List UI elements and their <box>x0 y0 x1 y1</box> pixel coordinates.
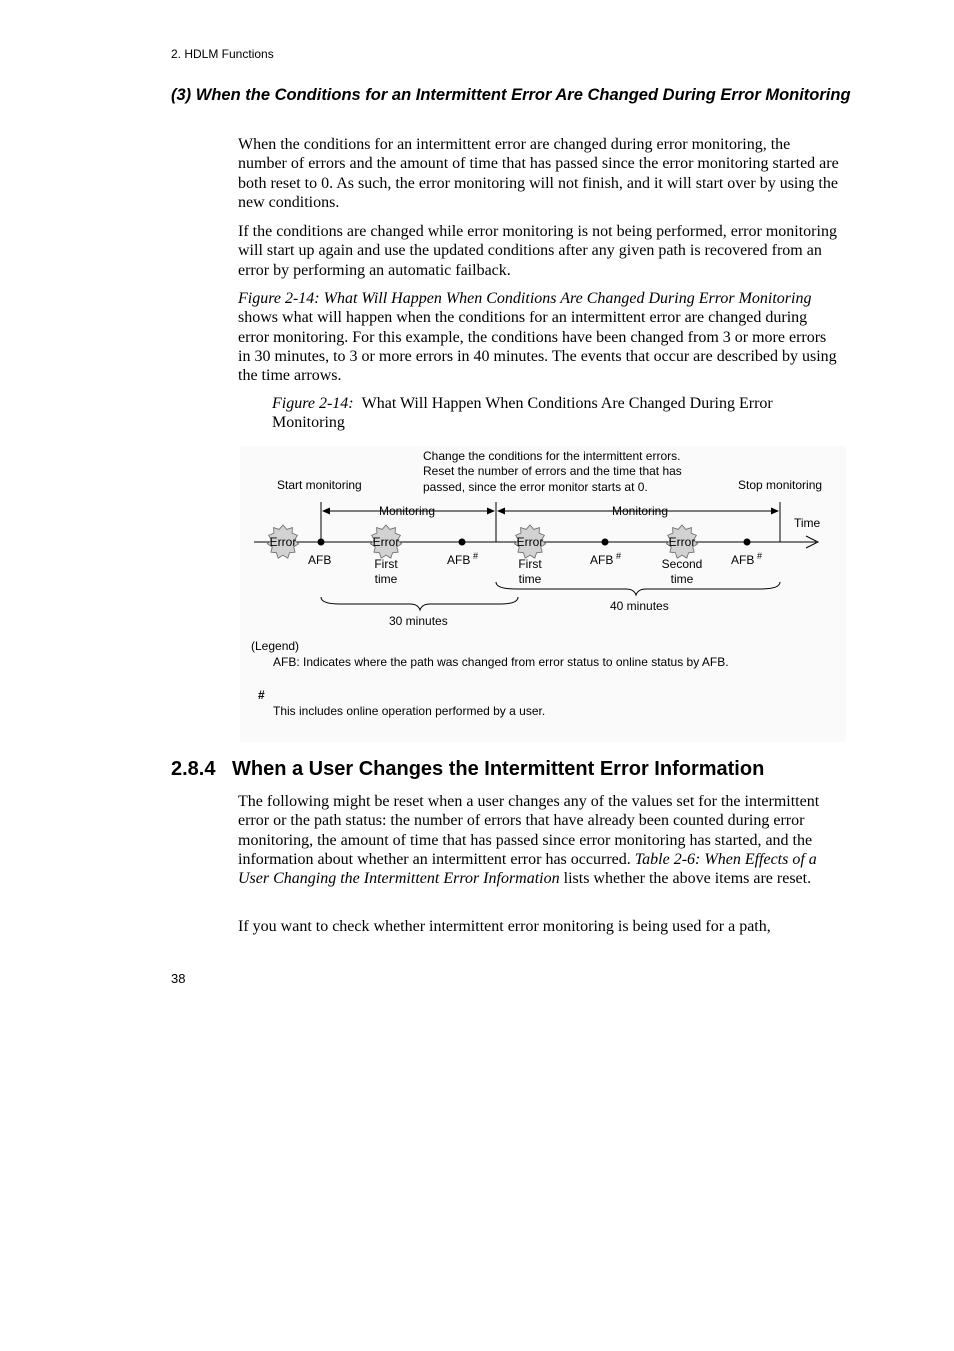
monitoring-label-2: Monitoring <box>612 504 669 518</box>
figure-caption-label: Figure 2-14: <box>272 395 354 412</box>
error-label-3: Error <box>516 535 544 549</box>
error-count-second: Second <box>661 557 703 571</box>
monitoring-arrow-1-left-head <box>322 508 330 515</box>
error-count-time-2: time <box>518 572 542 586</box>
afb-label-1: AFB <box>308 553 332 567</box>
legend-title: (Legend) <box>251 639 300 653</box>
afb-hash-3: # <box>616 551 622 561</box>
page-number: 38 <box>171 971 186 986</box>
paragraph-not-monitoring: If the conditions are changed while error monitoring is not being performed, error monitoring will start up again and use the updated conditions after any given path is recovered from an error by performing an automatic failback. <box>238 223 837 279</box>
section-number: 2.8.4 <box>171 758 216 780</box>
afb-point-4 <box>744 539 751 546</box>
afb-point-1 <box>318 539 325 546</box>
paragraph-figure-intro <box>238 289 842 385</box>
afb-point-2 <box>459 539 466 546</box>
error-count-time-1: time <box>374 572 398 586</box>
afb-label-3: AFB <box>590 553 614 567</box>
legend-hash: # <box>258 688 265 702</box>
error-label-1: Error <box>269 535 297 549</box>
paragraph-user-changes <box>238 792 842 888</box>
user-changes-text-end: lists whether the above items are reset. <box>559 870 812 888</box>
error-count-first-1: First <box>374 557 398 571</box>
error-label-2: Error <box>372 535 400 549</box>
afb-label-4: AFB <box>731 553 755 567</box>
change-note-line-1: Change the conditions for the intermittent errors. <box>423 449 681 463</box>
afb-point-3 <box>602 539 609 546</box>
figure-caption <box>272 394 842 433</box>
error-burst-2 <box>370 525 401 558</box>
stop-monitoring-label: Stop monitoring <box>738 478 823 492</box>
start-monitoring-label: Start monitoring <box>277 478 362 492</box>
paragraph-check-monitoring: If you want to check whether intermittent error monitoring is being used for a path, <box>238 918 771 935</box>
error-burst-4 <box>666 525 697 558</box>
running-header: 2. HDLM Functions <box>171 47 274 61</box>
error-count-first-2: First <box>518 557 542 571</box>
afb-hash-2: # <box>473 551 479 561</box>
error-label-4: Error <box>668 535 696 549</box>
table-reference: Table 2-6: When Effects of a User Changing the Intermittent Error Information <box>238 850 817 888</box>
legend-afb: AFB: Indicates where the path was changed from error status to online status by AFB. <box>273 655 729 669</box>
subsection-heading: (3) When the Conditions for an Intermittent Error Are Changed During Error Monitoring <box>171 86 851 104</box>
section-heading <box>171 758 851 781</box>
error-burst-1 <box>267 525 298 558</box>
change-note-line-2: Reset the number of errors and the time that has <box>423 464 682 478</box>
figure-caption-text: What Will Happen When Conditions Are Changed During Error Monitoring <box>272 395 773 432</box>
timeline-figure <box>240 446 846 742</box>
monitoring-arrow-2-left-head <box>497 508 505 515</box>
legend-hash-note: This includes online operation performed by a user. <box>273 704 546 718</box>
section-title: When a User Changes the Intermittent Error Information <box>232 758 765 780</box>
user-changes-text: The following might be reset when a user changes any of the values set for the intermittent error or the path status: the number of errors that have already been counted during error monitoring, the amount of time that has passed since error monitoring has started, and the information about whether an intermittent error has occurred. <box>238 793 820 868</box>
monitoring-arrow-2-right-head <box>771 508 779 515</box>
time-axis-label: Time <box>794 516 821 530</box>
afb-hash-4: # <box>757 551 763 561</box>
timeline-diagram <box>240 446 846 742</box>
monitoring-arrow-1-right-head <box>487 508 495 515</box>
forty-minutes-label: 40 minutes <box>610 599 669 613</box>
thirty-minutes-label: 30 minutes <box>389 614 448 628</box>
brace-30-minutes <box>321 597 518 610</box>
afb-label-2: AFB <box>447 553 471 567</box>
error-burst-3 <box>514 525 545 558</box>
figure-intro-text: shows what will happen when the conditions for an intermittent error are changed during error monitoring. For this example, the conditions have been changed from 3 or more errors in 30 minutes, to 3 or more errors in 40 minutes. The events that occur are described by using the time arrows. <box>238 309 837 385</box>
figure-reference: Figure 2-14: What Will Happen When Conditions Are Changed During Error Monitoring <box>238 290 812 307</box>
change-note-line-3: passed, since the error monitor starts at 0. <box>423 480 648 494</box>
monitoring-label-1: Monitoring <box>379 504 436 518</box>
error-count-time-3: time <box>670 572 694 586</box>
paragraph-conditions-changed: When the conditions for an intermittent error are changed during error monitoring, the number of errors and the amount of time that has passed since the error monitoring started are both reset to 0. As such, the error monitoring will not finish, and it will start over by using the new conditions. <box>238 136 839 211</box>
